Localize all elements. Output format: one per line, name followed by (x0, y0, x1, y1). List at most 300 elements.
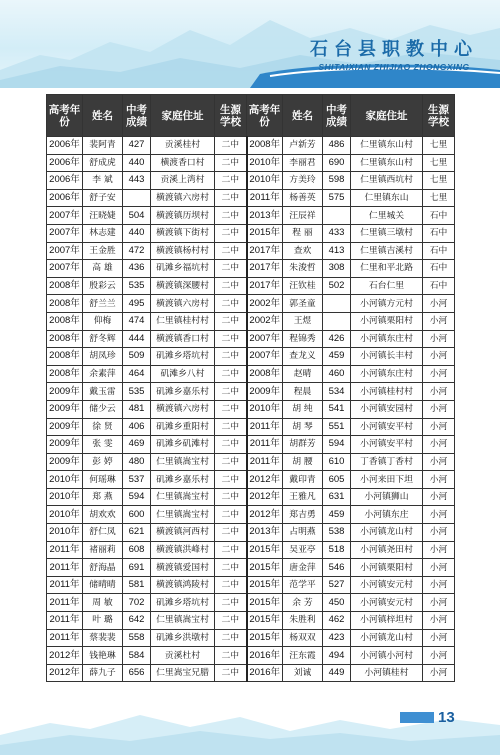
table-cell-score: 440 (123, 224, 151, 242)
table-cell-score: 426 (323, 330, 351, 348)
table-cell-name: 胡群芳 (283, 436, 323, 454)
table-cell-addr: 仁里镇东山村 (351, 137, 423, 155)
table-row (47, 383, 455, 401)
table-cell-name: 储少云 (83, 400, 123, 418)
table-cell-score: 535 (123, 277, 151, 295)
table-cell-addr: 仁里嵩宝兄腊 (151, 664, 215, 682)
table-cell-score: 460 (323, 365, 351, 383)
table-cell-name: 舒海晶 (83, 559, 123, 577)
table-cell-name: 高 雄 (83, 260, 123, 278)
table-cell-name: 钱艳琳 (83, 647, 123, 665)
table-cell-sch: 二中 (215, 277, 247, 295)
table-cell-addr: 小河镇安元村 (351, 594, 423, 612)
table-cell-year: 2015年 (247, 576, 283, 594)
table-cell-sch: 小河 (423, 559, 455, 577)
table-row (47, 612, 455, 630)
table-cell-sch: 二中 (215, 137, 247, 155)
table-cell-year: 2017年 (247, 277, 283, 295)
table-cell-addr: 仁里镇西坑村 (351, 172, 423, 190)
table-cell-year: 2015年 (247, 594, 283, 612)
table-cell-sch: 二中 (215, 365, 247, 383)
table-cell-addr: 小河镇安平村 (351, 418, 423, 436)
table-cell-year: 2010年 (247, 172, 283, 190)
table-cell-name: 林志建 (83, 224, 123, 242)
table-cell-sch: 小河 (423, 594, 455, 612)
table-cell-year: 2012年 (247, 506, 283, 524)
table-cell-name: 杨双双 (283, 629, 323, 647)
table-cell-year: 2008年 (47, 277, 83, 295)
table-cell-addr: 矶滩乡塔坑村 (151, 594, 215, 612)
table-cell-sch: 小河 (423, 383, 455, 401)
table-cell-name: 程锦秀 (283, 330, 323, 348)
table-cell-sch: 七里 (423, 189, 455, 207)
table-cell-sch: 小河 (423, 612, 455, 630)
table-cell-score: 538 (323, 524, 351, 542)
table-cell-year: 2011年 (47, 541, 83, 559)
table-cell-sch: 二中 (215, 629, 247, 647)
table-cell-name: 李 斌 (83, 172, 123, 190)
table-cell-year: 2016年 (247, 664, 283, 682)
table-cell-year: 2009年 (247, 383, 283, 401)
table-cell-addr: 矶滩乡重阳村 (151, 418, 215, 436)
table-cell-sch: 小河 (423, 418, 455, 436)
table-cell-year: 2013年 (247, 207, 283, 225)
table-cell-addr: 小河镇安园村 (351, 400, 423, 418)
table-cell-score: 600 (123, 506, 151, 524)
table-cell-name: 汪晓婕 (83, 207, 123, 225)
table-cell-year: 2015年 (247, 559, 283, 577)
table-cell-name: 胡欢欢 (83, 506, 123, 524)
table-cell-sch: 二中 (215, 312, 247, 330)
table-cell-name: 戴印青 (283, 471, 323, 489)
table-cell-addr: 小河镇方元村 (351, 295, 423, 313)
table-cell-score: 702 (123, 594, 151, 612)
table-cell-sch: 小河 (423, 400, 455, 418)
table-cell-name: 王金胜 (83, 242, 123, 260)
table-cell-score: 459 (323, 348, 351, 366)
table-cell-addr: 横渡镇鸿陵村 (151, 576, 215, 594)
table-cell-year: 2009年 (47, 400, 83, 418)
column-header: 中考成绩 (123, 95, 151, 137)
table-cell-year: 2011年 (47, 612, 83, 630)
page-number: 13 (438, 709, 455, 726)
table-cell-name: 王雅凡 (283, 488, 323, 506)
table-cell-sch: 二中 (215, 506, 247, 524)
table-cell-year: 2011年 (47, 576, 83, 594)
table-cell-name: 胡 腰 (283, 453, 323, 471)
table-cell-score: 433 (323, 224, 351, 242)
table-cell-sch: 小河 (423, 506, 455, 524)
table-cell-addr: 小河镇狮山 (351, 488, 423, 506)
table-cell-score: 631 (323, 488, 351, 506)
table-row (47, 189, 455, 207)
brand-block (310, 40, 478, 72)
table-cell-name: 裴阿青 (83, 137, 123, 155)
table-cell-score: 558 (123, 629, 151, 647)
table-cell-addr: 矶滩乡福坑村 (151, 260, 215, 278)
table-row (47, 172, 455, 190)
table-row (47, 647, 455, 665)
table-cell-addr: 横渡镇河西村 (151, 524, 215, 542)
table-cell-score (123, 189, 151, 207)
table-row (47, 295, 455, 313)
table-cell-addr: 小河镇东庄 (351, 506, 423, 524)
table-cell-addr: 丁香镇丁香村 (351, 453, 423, 471)
table-cell-sch: 二中 (215, 612, 247, 630)
table-row (47, 400, 455, 418)
table-cell-name: 徐 贤 (83, 418, 123, 436)
table-cell-sch: 石中 (423, 277, 455, 295)
table-row (47, 664, 455, 682)
table-cell-sch: 二中 (215, 154, 247, 172)
table-cell-year: 2008年 (47, 312, 83, 330)
column-header: 高考年份 (47, 95, 83, 137)
table-cell-score: 594 (323, 436, 351, 454)
table-cell-addr: 仁里镇桂村村 (151, 312, 215, 330)
table-cell-addr: 小河来田下坦 (351, 471, 423, 489)
page-header (0, 0, 500, 88)
table-cell-addr: 横渡镇六房村 (151, 189, 215, 207)
table-cell-sch: 石中 (423, 207, 455, 225)
table-cell-sch: 石中 (423, 260, 455, 278)
table-cell-score: 481 (123, 400, 151, 418)
table-cell-score: 444 (123, 330, 151, 348)
table-cell-addr: 仁里镇东山 (351, 189, 423, 207)
table-row (47, 576, 455, 594)
table-cell-year: 2012年 (247, 471, 283, 489)
table-cell-addr: 仁里镇吉溪村 (351, 242, 423, 260)
table-cell-sch: 二中 (215, 524, 247, 542)
table-cell-name: 方美玲 (283, 172, 323, 190)
table-cell-score: 546 (323, 559, 351, 577)
table-cell-score: 504 (123, 207, 151, 225)
table-cell-name: 薛九子 (83, 664, 123, 682)
table-cell-year: 2011年 (247, 189, 283, 207)
table-cell-score: 494 (323, 647, 351, 665)
table-cell-score: 690 (323, 154, 351, 172)
table-cell-score: 527 (323, 576, 351, 594)
table-cell-score: 472 (123, 242, 151, 260)
table-cell-sch: 小河 (423, 488, 455, 506)
table-cell-score: 534 (323, 383, 351, 401)
table-cell-year: 2008年 (247, 365, 283, 383)
table-cell-score: 541 (323, 400, 351, 418)
table-cell-year: 2007年 (47, 207, 83, 225)
table-cell-addr: 横渡香口村 (151, 154, 215, 172)
table-cell-sch: 二中 (215, 383, 247, 401)
table-row (47, 471, 455, 489)
table-cell-sch: 二中 (215, 207, 247, 225)
table-cell-name: 余素萍 (83, 365, 123, 383)
table-cell-addr: 横渡镇六房村 (151, 400, 215, 418)
table-cell-sch: 石中 (423, 224, 455, 242)
table-cell-year: 2008年 (47, 365, 83, 383)
table-cell-name: 刘诚 (283, 664, 323, 682)
table-cell-year: 2009年 (47, 436, 83, 454)
table-cell-sch: 二中 (215, 664, 247, 682)
table-cell-addr: 矶滩乡塔坑村 (151, 348, 215, 366)
table-cell-name: 卢新芳 (283, 137, 323, 155)
table-cell-addr: 小河镇龙山村 (351, 524, 423, 542)
table-cell-year: 2011年 (47, 559, 83, 577)
table-cell-year: 2012年 (47, 647, 83, 665)
table-cell-addr: 小河镇长丰村 (351, 348, 423, 366)
table-cell-year: 2007年 (47, 224, 83, 242)
table-cell-name: 汪钦桂 (283, 277, 323, 295)
table-cell-addr: 贡溪桂村 (151, 137, 215, 155)
table-cell-addr: 小河镇安平村 (351, 436, 423, 454)
table-cell-name: 郑 燕 (83, 488, 123, 506)
table-cell-name: 蔡裴裴 (83, 629, 123, 647)
table-cell-addr: 仁里和平北路 (351, 260, 423, 278)
table-row (47, 365, 455, 383)
table-row (47, 277, 455, 295)
table-cell-year: 2008年 (247, 137, 283, 155)
table-cell-sch: 小河 (423, 348, 455, 366)
table-cell-name: 何瑶琳 (83, 471, 123, 489)
table-row (47, 541, 455, 559)
table-cell-name: 储晴晴 (83, 576, 123, 594)
column-header: 姓名 (83, 95, 123, 137)
table-cell-sch: 小河 (423, 664, 455, 682)
table-cell-sch: 二中 (215, 172, 247, 190)
student-table (46, 94, 455, 682)
table-cell-score: 584 (123, 647, 151, 665)
table-cell-score (323, 207, 351, 225)
table-cell-sch: 二中 (215, 330, 247, 348)
table-cell-year: 2006年 (47, 137, 83, 155)
table-cell-score (323, 312, 351, 330)
table-cell-sch: 小河 (423, 524, 455, 542)
table-cell-name: 范学平 (283, 576, 323, 594)
table-cell-addr: 横渡镇历坝村 (151, 207, 215, 225)
table-cell-name: 占明燕 (283, 524, 323, 542)
table-cell-name: 余 芳 (283, 594, 323, 612)
table-cell-addr: 小河镇栗阳村 (351, 559, 423, 577)
table-cell-addr: 横渡镇杨村村 (151, 242, 215, 260)
table-cell-year: 2011年 (47, 594, 83, 612)
table-cell-addr: 横渡镇深腰村 (151, 277, 215, 295)
table-cell-score: 605 (323, 471, 351, 489)
table-cell-name: 汪辰祥 (283, 207, 323, 225)
table-cell-name: 胡凤珍 (83, 348, 123, 366)
table-cell-sch: 二中 (215, 242, 247, 260)
table-cell-year: 2011年 (247, 418, 283, 436)
table-cell-sch: 小河 (423, 365, 455, 383)
table-cell-name: 杨善英 (283, 189, 323, 207)
table-cell-sch: 二中 (215, 647, 247, 665)
table-cell-score: 535 (123, 383, 151, 401)
table-cell-addr: 小河镇桂村村 (351, 383, 423, 401)
table-cell-year: 2007年 (47, 242, 83, 260)
table-cell-score: 656 (123, 664, 151, 682)
table-cell-year: 2006年 (47, 154, 83, 172)
table-cell-score: 608 (123, 541, 151, 559)
table-cell-score: 691 (123, 559, 151, 577)
table-cell-year: 2007年 (247, 348, 283, 366)
table-cell-addr: 小河镇东庄村 (351, 365, 423, 383)
column-header: 姓名 (283, 95, 323, 137)
table-cell-name: 吴亚亭 (283, 541, 323, 559)
table-cell-year: 2012年 (247, 488, 283, 506)
table-cell-sch: 二中 (215, 559, 247, 577)
table-cell-year: 2009年 (47, 383, 83, 401)
table-cell-score: 509 (123, 348, 151, 366)
table-cell-name: 赵晴 (283, 365, 323, 383)
table-cell-score: 495 (123, 295, 151, 313)
table-cell-sch: 二中 (215, 488, 247, 506)
table-cell-addr: 横渡镇下街村 (151, 224, 215, 242)
table-cell-score: 469 (123, 436, 151, 454)
table-row (47, 436, 455, 454)
table-cell-year: 2017年 (247, 242, 283, 260)
table-cell-sch: 石中 (423, 242, 455, 260)
table-cell-sch: 二中 (215, 260, 247, 278)
table-cell-name: 叶 璐 (83, 612, 123, 630)
table-cell-sch: 二中 (215, 400, 247, 418)
table-cell-score: 459 (323, 506, 351, 524)
table-cell-year: 2015年 (247, 541, 283, 559)
table-cell-name: 查欢 (283, 242, 323, 260)
table-row (47, 207, 455, 225)
table-cell-year: 2013年 (247, 524, 283, 542)
table-cell-sch: 二中 (215, 348, 247, 366)
table-cell-year: 2011年 (247, 453, 283, 471)
table-cell-addr: 小河镇尧田村 (351, 541, 423, 559)
table-cell-name: 戴玉雷 (83, 383, 123, 401)
table-cell-year: 2016年 (247, 647, 283, 665)
table-cell-sch: 二中 (215, 418, 247, 436)
table-cell-year: 2006年 (47, 172, 83, 190)
table-cell-name: 舒冬辉 (83, 330, 123, 348)
table-cell-name: 胡 纯 (283, 400, 323, 418)
table-cell-addr: 仁里镇东山村 (351, 154, 423, 172)
table-cell-score: 598 (323, 172, 351, 190)
table-row (47, 559, 455, 577)
table-cell-score: 474 (123, 312, 151, 330)
table-row (47, 506, 455, 524)
table-cell-score: 440 (123, 154, 151, 172)
table-cell-addr: 小河镇龙山村 (351, 629, 423, 647)
table-cell-year: 2006年 (47, 189, 83, 207)
table-cell-addr: 小河镇梓坦村 (351, 612, 423, 630)
table-cell-score: 551 (323, 418, 351, 436)
table-cell-year: 2002年 (247, 295, 283, 313)
column-header: 生源学校 (423, 95, 455, 137)
table-cell-addr: 石台仁里 (351, 277, 423, 295)
table-cell-score: 594 (123, 488, 151, 506)
table-cell-addr: 小河镇小河村 (351, 647, 423, 665)
page-number-bar (400, 712, 434, 723)
table-cell-year: 2008年 (47, 330, 83, 348)
table-cell-sch: 二中 (215, 594, 247, 612)
table-cell-sch: 二中 (215, 453, 247, 471)
table-cell-addr: 贡溪杜村 (151, 647, 215, 665)
table-cell-sch: 二中 (215, 295, 247, 313)
table-cell-name: 舒兰兰 (83, 295, 123, 313)
table-cell-name: 唐金萍 (283, 559, 323, 577)
table-row (47, 137, 455, 155)
table-cell-sch: 小河 (423, 647, 455, 665)
table-cell-addr: 矶滩乡洪墩村 (151, 629, 215, 647)
table-cell-score: 427 (123, 137, 151, 155)
table-cell-score: 642 (123, 612, 151, 630)
table-cell-score: 464 (123, 365, 151, 383)
table-cell-addr: 仁里镇嵩宝村 (151, 453, 215, 471)
table-cell-name: 彭 婷 (83, 453, 123, 471)
table-cell-year: 2002年 (247, 312, 283, 330)
table-cell-addr: 小河镇安元村 (351, 576, 423, 594)
table-cell-sch: 小河 (423, 453, 455, 471)
table-cell-sch: 七里 (423, 172, 455, 190)
table-cell-name: 郑吉勇 (283, 506, 323, 524)
table-cell-name: 周 敏 (83, 594, 123, 612)
student-table-container (46, 94, 454, 682)
table-cell-name: 张 雯 (83, 436, 123, 454)
table-row (47, 524, 455, 542)
table-cell-year: 2010年 (47, 471, 83, 489)
table-cell-addr: 小河镇桂村 (351, 664, 423, 682)
table-cell-sch: 二中 (215, 224, 247, 242)
table-cell-score: 413 (323, 242, 351, 260)
table-row (47, 224, 455, 242)
column-header: 中考成绩 (323, 95, 351, 137)
table-cell-sch: 七里 (423, 137, 455, 155)
table-cell-score: 443 (123, 172, 151, 190)
table-row (47, 418, 455, 436)
table-cell-addr: 横渡镇六房村 (151, 295, 215, 313)
table-cell-year: 2009年 (47, 453, 83, 471)
table-cell-name: 程晨 (283, 383, 323, 401)
brand-title: 石台县职教中心 (310, 39, 478, 60)
table-cell-sch: 小河 (423, 436, 455, 454)
table-cell-year: 2010年 (247, 154, 283, 172)
table-cell-addr: 横渡镇爱国村 (151, 559, 215, 577)
table-cell-year: 2017年 (247, 260, 283, 278)
table-cell-year: 2015年 (247, 629, 283, 647)
table-cell-name: 李丽君 (283, 154, 323, 172)
table-cell-sch: 小河 (423, 471, 455, 489)
table-cell-addr: 仁里镇嵩宝村 (151, 506, 215, 524)
table-cell-score: 308 (323, 260, 351, 278)
table-cell-addr: 矶滩乡矶滩村 (151, 436, 215, 454)
table-cell-name: 郭圣童 (283, 295, 323, 313)
table-cell-sch: 小河 (423, 541, 455, 559)
table-row (47, 330, 455, 348)
table-cell-name: 王煜 (283, 312, 323, 330)
table-cell-score: 449 (323, 664, 351, 682)
table-cell-sch: 小河 (423, 295, 455, 313)
table-cell-year: 2007年 (247, 330, 283, 348)
table-cell-year: 2010年 (47, 524, 83, 542)
table-cell-score: 436 (123, 260, 151, 278)
table-cell-name: 朱浚哲 (283, 260, 323, 278)
column-header: 家庭住址 (151, 95, 215, 137)
table-cell-year: 2012年 (47, 664, 83, 682)
table-cell-year: 2015年 (247, 612, 283, 630)
table-cell-score: 502 (323, 277, 351, 295)
table-cell-name: 褚丽莉 (83, 541, 123, 559)
table-cell-sch: 二中 (215, 471, 247, 489)
table-cell-sch: 二中 (215, 541, 247, 559)
table-row (47, 260, 455, 278)
column-header: 家庭住址 (351, 95, 423, 137)
table-cell-score: 610 (323, 453, 351, 471)
table-row (47, 312, 455, 330)
table-row (47, 453, 455, 471)
table-cell-name: 舒成虎 (83, 154, 123, 172)
table-cell-name: 朱胜利 (283, 612, 323, 630)
